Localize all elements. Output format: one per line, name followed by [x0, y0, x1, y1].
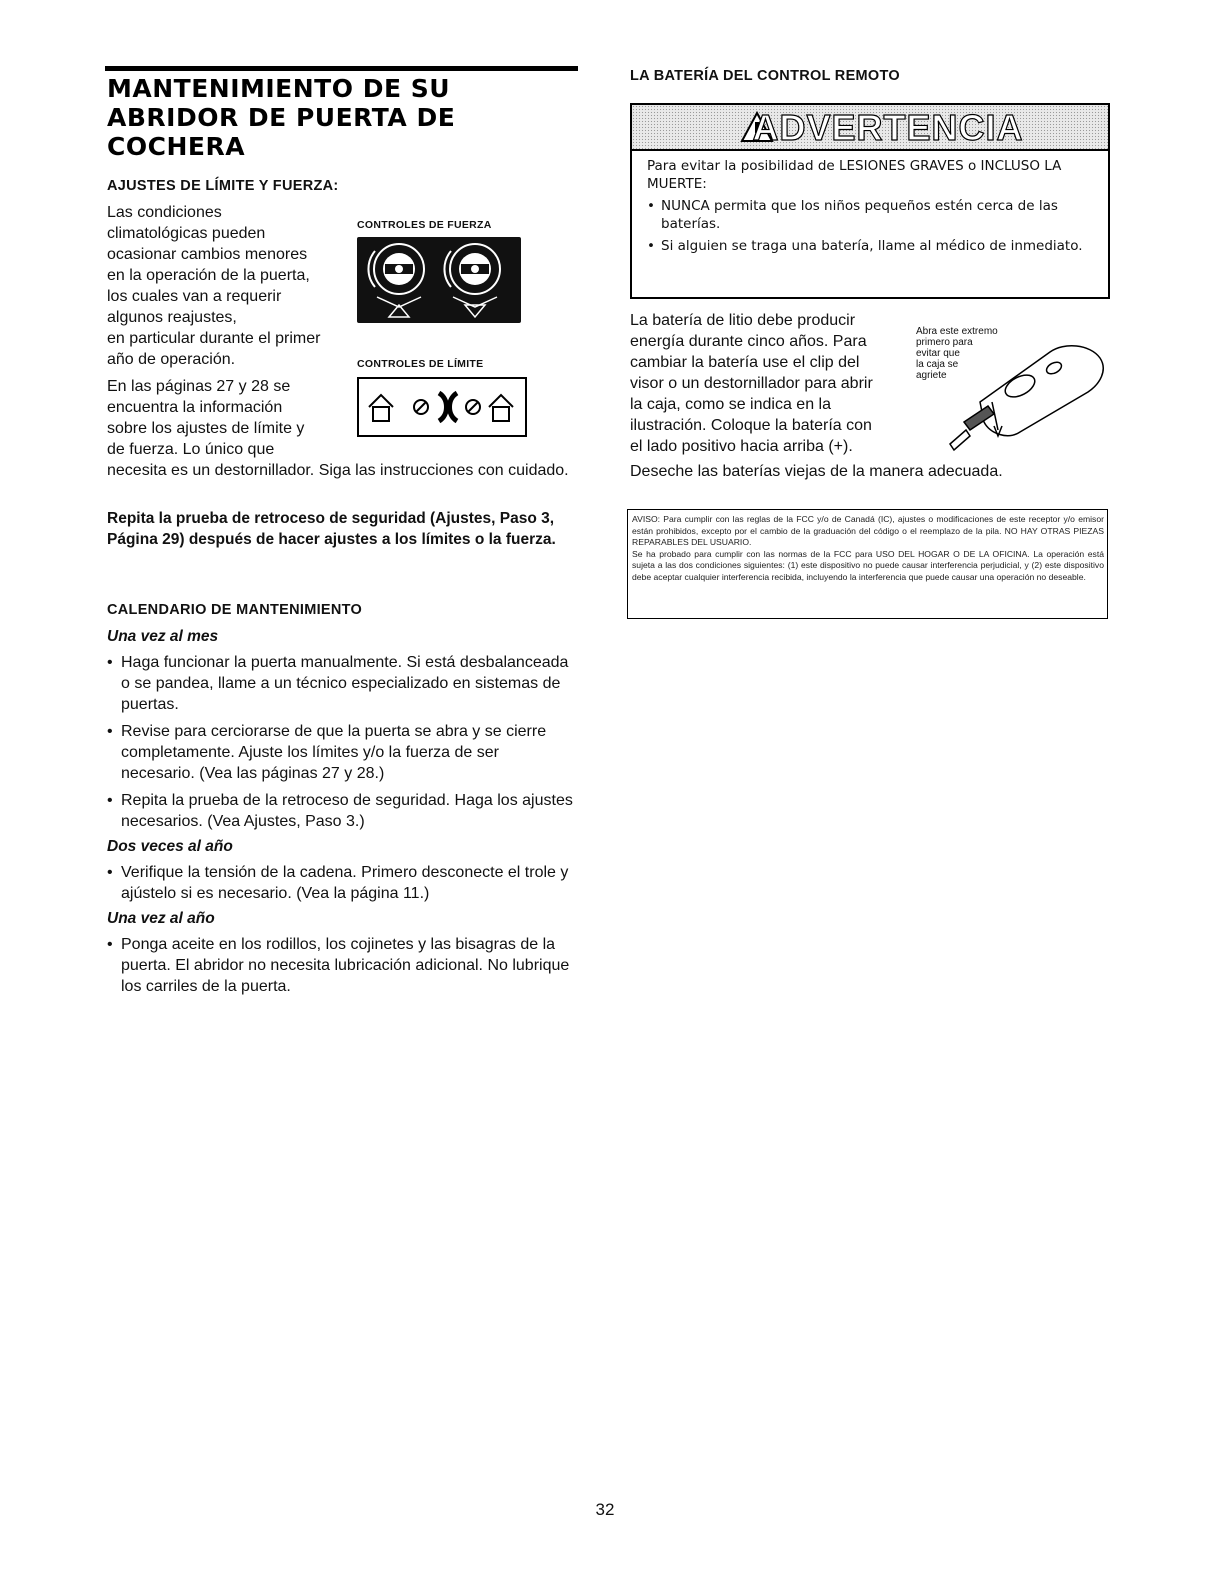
monthly-list [107, 652, 575, 832]
list-item: • Ponga aceite en los rodillos, los cojinetes y las bisagras de la puerta. El abridor no necesita lubricación adicional. No lubrique los carriles de la puerta. [107, 934, 575, 997]
warning-title: ADVERTENCIA [752, 107, 1024, 148]
title-rule [105, 66, 578, 71]
adjust-paragraph-1: Las condiciones climatológicas pueden ocasionar cambios menores en la operación de la puerta, los cuales van a requerir algunos reajustes, en particular durante el primer año de operación. [107, 204, 321, 368]
page-number: 32 [595, 1500, 615, 1519]
calendar-heading: CALENDARIO DE MANTENIMIENTO [107, 602, 363, 618]
list-item: • Revise para cerciorarse de que la puerta se abra y se cierre completamente. Ajuste los límites y/o la fuerza de ser necesario. (Vea las páginas 27 y 28.) [107, 721, 575, 784]
title-line-1: MANTENIMIENTO DE SU [107, 74, 451, 103]
force-dials-icon [357, 237, 521, 323]
fcc-notice [627, 509, 1108, 619]
yearly-heading: Una vez al año [107, 910, 215, 927]
maintenance-schedule [107, 628, 575, 1003]
remote-label: Abra este extremo primero para evitar que la caja se agriete [916, 326, 998, 381]
adjust-paragraph-2: En las páginas 27 y 28 se encuentra la información sobre los ajustes de límite y de fuerza. Lo único que [107, 378, 305, 458]
list-item: • Verifique la tensión de la cadena. Primero desconecte el trole y ajústelo si es necesario. (Vea la página 11.) [107, 862, 575, 904]
list-item: • Haga funcionar la puerta manualmente. Si está desbalanceada o se pandea, llame a un técnico especializado en sistemas de puertas. [107, 652, 575, 715]
title-line-2: ABRIDOR DE PUERTA DE [107, 103, 456, 132]
warning-header [632, 105, 1108, 151]
adjust-heading: AJUSTES DE LÍMITE Y FUERZA: [107, 178, 339, 194]
list-item: • Repita la prueba de la retroceso de seguridad. Haga los ajustes necesarios. (Vea Ajustes, Paso 3.) [107, 790, 575, 832]
battery-paragraph: La batería de litio debe producir energía durante cinco años. Para cambiar la batería use el clip del visor o un destornillador para abrir la caja, como se indica en la ilustración. Coloque la batería con el lado positivo hacia arriba (+). [630, 312, 873, 455]
twice-yearly-heading: Dos veces al año [107, 838, 233, 855]
list-item: • Si alguien se traga una batería, llame al médico de inmediato. [647, 237, 1097, 255]
list-item: • NUNCA permita que los niños pequeños estén cerca de las baterías. [647, 197, 1097, 233]
adjust-paragraph-2-end: necesita es un destornillador. Siga las instrucciones con cuidado. [107, 462, 569, 479]
dispose-text: Deseche las baterías viejas de la manera adecuada. [630, 463, 1003, 480]
fcc-notice-1: AVISO: Para cumplir con las reglas de la FCC y/o de Canadá (IC), ajustes o modificaciones de este receptor y/o emisor están prohibidos, excepto por el cambio de la graduación del código o el reemplazo de la pila. NO HAY OTRAS PIEZAS REPARABLES DEL USUARIO. [632, 514, 1104, 548]
warning-list [647, 197, 1097, 255]
title-line-3: COCHERA [107, 132, 246, 161]
page-title [107, 74, 577, 161]
monthly-heading: Una vez al mes [107, 628, 219, 645]
force-controls-label: CONTROLES DE FUERZA [357, 219, 492, 231]
twice-yearly-list [107, 862, 575, 904]
limit-screws-icon [359, 379, 525, 435]
warning-intro: Para evitar la posibilidad de LESIONES GRAVES o INCLUSO LA MUERTE: [647, 158, 1062, 192]
remote-battery-icon [940, 330, 1120, 460]
safety-reverse-note: Repita la prueba de retroceso de seguridad (Ajustes, Paso 3, Página 29) después de hacer ajustes a los límites o la fuerza. [107, 510, 556, 548]
battery-heading: LA BATERÍA DEL CONTROL REMOTO [630, 68, 900, 84]
limit-controls-illustration [357, 377, 527, 437]
warning-body [647, 157, 1097, 259]
limit-controls-label: CONTROLES DE LÍMITE [357, 358, 484, 370]
fcc-notice-2: Se ha probado para cumplir con las normas de la FCC para USO DEL HOGAR O DE LA OFICINA. La operación está sujeta a las dos condiciones siguientes: (1) este dispositivo no puede causar interferencia perjudicial, y (2) este dispositivo debe aceptar cualquier interferencia recibida, incluyendo la interferencia que puede causar una operación no deseable. [632, 548, 1104, 582]
force-controls-illustration [357, 237, 521, 323]
warning-box [630, 103, 1110, 299]
yearly-list [107, 934, 575, 997]
